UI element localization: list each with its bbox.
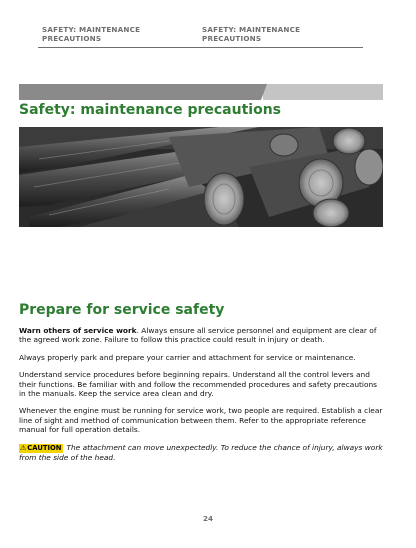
warning-triangle-icon: ⚠	[20, 443, 27, 452]
stacked-logs-photo	[19, 127, 383, 227]
banner-dark-segment	[19, 84, 267, 100]
header-divider	[38, 47, 363, 48]
paragraph-warn-others	[19, 326, 385, 345]
paragraph-procedures: Understand service procedures before beginning repairs. Understand all the control levers and their functions. Be familiar with and follow the recommended procedures and safety precautions in the manuals. Keep the service area clean and dry.	[19, 370, 378, 399]
caution-badge	[19, 444, 63, 453]
page-number: 24	[202, 514, 213, 523]
running-header	[42, 25, 362, 43]
paragraph-park: Always properly park and prepare your carrier and attachment for service or maintenance.	[19, 352, 356, 362]
paragraph-engine-running: Whenever the engine must be running for service work, two people are required. Establish a clear line of sight and method of communication between them. Refer to the appropriate reference manual for full operation details.	[19, 406, 383, 435]
section-banner-bar	[19, 84, 383, 100]
paragraph-lead: Warn others of service work	[19, 326, 137, 335]
caution-text: The attachment can move unexpectedly. To reduce the chance of injury, always work from the side of the head.	[19, 442, 383, 462]
caution-label: CAUTION	[27, 443, 62, 452]
section-title: Safety: maintenance precautions	[19, 102, 281, 118]
body-text	[19, 326, 385, 470]
header-right: SAFETY: MAINTENANCE PRECAUTIONS	[202, 25, 301, 43]
subhead: Prepare for service safety	[19, 302, 225, 318]
caution-notice	[19, 443, 385, 462]
paragraph-warn-text: . Always ensure all service personnel and equipment are clear of the agreed work zone. Failure to follow this practice could result in injury or death.	[19, 326, 377, 345]
banner-light-segment	[263, 84, 383, 100]
header-left: SAFETY: MAINTENANCE PRECAUTIONS	[42, 25, 141, 43]
